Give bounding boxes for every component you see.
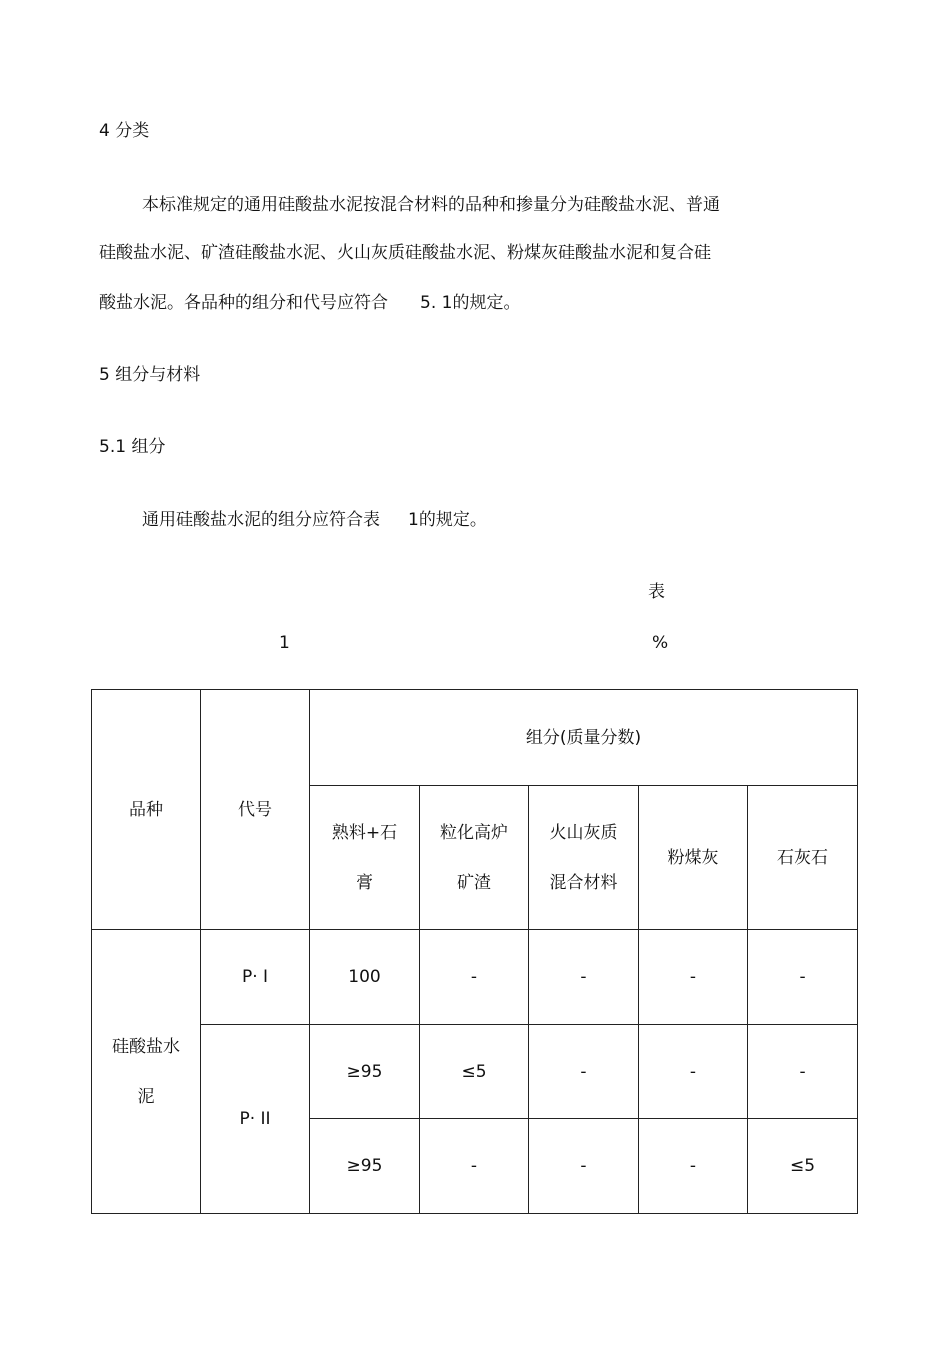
section-5-1-heading: 5.1 组分	[99, 437, 166, 457]
header-slag	[420, 786, 529, 930]
header-line: 粒化高炉	[440, 822, 508, 843]
code-cell: P· I	[201, 930, 310, 1025]
header-line: 熟料+石	[331, 822, 398, 843]
value-cell: -	[639, 1119, 748, 1214]
table-header-row	[92, 690, 858, 786]
value-cell: -	[639, 1025, 748, 1119]
header-pozzolana	[529, 786, 639, 930]
table-caption-label: 表	[648, 582, 665, 602]
paragraph-line	[99, 292, 520, 314]
header-clinker-gypsum	[310, 786, 420, 930]
header-line: 火山灰质	[549, 822, 618, 843]
table-row	[92, 1025, 858, 1119]
paragraph-reference: 1的规定。	[408, 510, 487, 530]
section-5-1-paragraph	[142, 509, 487, 531]
paragraph-reference: 5. 1的规定。	[420, 293, 521, 313]
section-4-heading: 4 分类	[99, 121, 150, 141]
table-caption-number: 1	[279, 633, 290, 653]
value-cell: ≥95	[310, 1119, 420, 1214]
header-fly-ash: 粉煤灰	[639, 786, 748, 930]
section-5-heading: 5 组分与材料	[99, 365, 201, 385]
value-cell: 100	[310, 930, 420, 1025]
code-cell: P· II	[201, 1025, 310, 1214]
value-cell: -	[420, 1119, 529, 1214]
variety-line: 泥	[137, 1086, 155, 1107]
header-line: 混合材料	[549, 872, 618, 893]
value-cell: -	[639, 930, 748, 1025]
paragraph-text: 通用硅酸盐水泥的组分应符合表	[142, 510, 380, 530]
header-line: 膏	[356, 872, 373, 893]
header-limestone: 石灰石	[748, 786, 858, 930]
variety-cell	[92, 930, 201, 1214]
header-code: 代号	[201, 690, 310, 930]
header-variety: 品种	[92, 690, 201, 930]
paragraph-line: 本标准规定的通用硅酸盐水泥按混合材料的品种和掺量分为硅酸盐水泥、普通	[142, 195, 720, 215]
paragraph-text: 酸盐水泥。各品种的组分和代号应符合	[99, 293, 388, 313]
value-cell: -	[420, 930, 529, 1025]
value-cell: -	[529, 1119, 639, 1214]
value-cell: ≤5	[420, 1025, 529, 1119]
value-cell: -	[748, 1025, 858, 1119]
table-row	[92, 930, 858, 1025]
paragraph-line: 硅酸盐水泥、矿渣硅酸盐水泥、火山灰质硅酸盐水泥、粉煤灰硅酸盐水泥和复合硅	[99, 243, 711, 263]
value-cell: -	[748, 930, 858, 1025]
header-composition: 组分(质量分数)	[310, 690, 858, 786]
composition-table	[91, 689, 858, 1214]
value-cell: ≥95	[310, 1025, 420, 1119]
value-cell: -	[529, 1025, 639, 1119]
value-cell: -	[529, 930, 639, 1025]
table-caption-unit: %	[652, 633, 669, 653]
variety-line: 硅酸盐水	[112, 1036, 180, 1057]
header-line: 矿渣	[457, 872, 491, 893]
value-cell: ≤5	[748, 1119, 858, 1214]
